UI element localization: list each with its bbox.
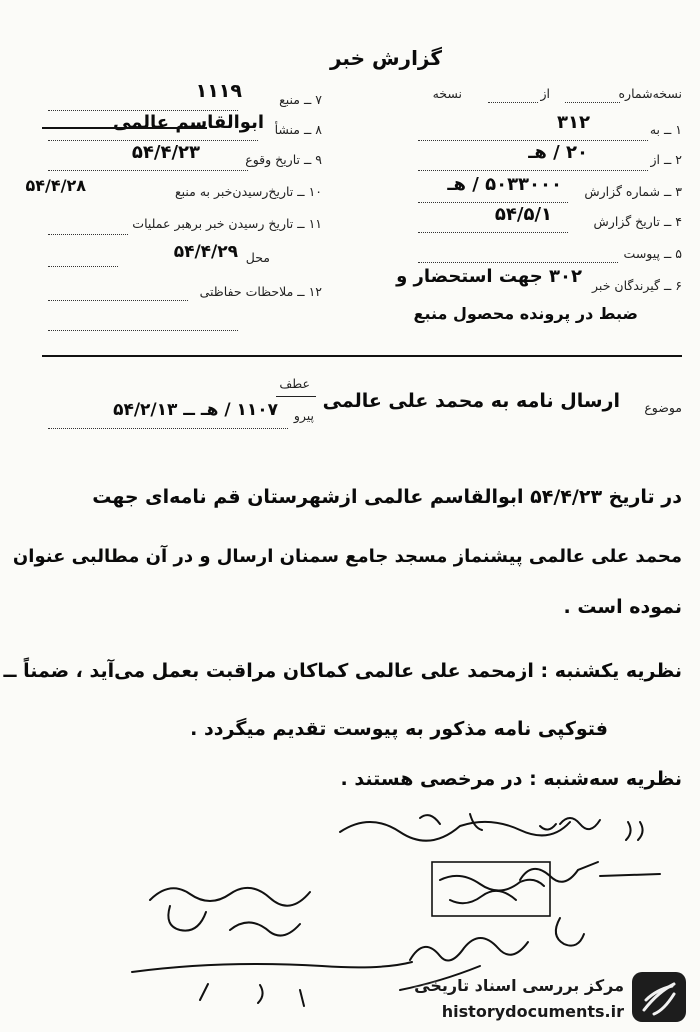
report-title: گزارش خبر	[329, 46, 442, 70]
body-line-3: نموده است .	[563, 596, 682, 618]
atf-label: عطف	[279, 376, 310, 391]
security-notes-label: ۱۲ ــ ملاحظات حفاظتی	[199, 284, 322, 299]
nos-label: نسخه	[432, 86, 462, 101]
place-label: محل	[245, 250, 270, 265]
watermark-logo	[632, 972, 686, 1022]
body-line-2: محمد علی عالمی پیشنماز مسجد جامع سمنان ارسال و در آن مطالبی عنوان	[12, 546, 682, 567]
subject-label: موضوع	[644, 400, 682, 415]
book-icon	[632, 972, 686, 1022]
source-label: ۷ ــ منبع	[279, 92, 322, 107]
body-line-6: نظریه سه‌شنبه : در مرخصی هستند .	[340, 768, 682, 790]
source-value: ۱۱۱۹	[195, 80, 242, 102]
event-date-value: ۵۴/۴/۲۳	[131, 142, 200, 163]
report-date-value: ۵۴/۵/۱	[494, 204, 552, 225]
report-number-label: ۳ ــ شماره گزارش	[584, 184, 682, 199]
from-label: ۲ ــ از	[650, 152, 682, 167]
az-label: از	[540, 86, 550, 101]
origin-label: ۸ ــ منشأ	[274, 122, 322, 137]
received-source-value: ۵۴/۴/۲۸	[25, 176, 86, 195]
recipients-value: ۳۰۲ جهت استحضار و	[396, 266, 582, 287]
to-label: ۱ ــ به	[649, 122, 682, 137]
body-line-5: فتوکپی نامه مذکور به پیوست تقدیم میگردد .	[190, 718, 608, 740]
peyro-label: پیرو	[293, 408, 314, 423]
recipients-value-2: ضبط در پرونده محصول منبع	[413, 304, 638, 323]
received-head-label: ۱۱ ــ تاریخ رسیدن خبر برهبر عملیات	[132, 216, 322, 231]
peyro-value: ۱۱۰۷ / هـ ــ ۵۴/۲/۱۳	[113, 400, 278, 420]
to-value: ۳۱۲	[557, 112, 590, 133]
event-date-label: ۹ ــ تاریخ وقوع	[245, 152, 322, 167]
watermark-url: historydocuments.ir	[441, 1002, 624, 1021]
copy-number-label: نسخه‌شماره	[618, 86, 682, 101]
origin-value: ابوالقاسم عالمی	[112, 112, 264, 133]
report-number-value: ۵۰۳۳۰۰۰ / هـ	[447, 174, 562, 195]
body-line-4: نظریه یکشنبه : ازمحمد علی عالمی کماکان مراقبت بعمل می‌آید ، ضمناً ــ	[3, 660, 682, 682]
subject-value: ارسال نامه به محمد علی عالمی	[322, 390, 620, 412]
place-value: ۵۴/۴/۲۹	[173, 242, 238, 262]
watermark-text-fa: مرکز بررسی اسناد تاریخی	[414, 976, 624, 995]
recipients-label: ۶ ــ گیرندگان خبر	[592, 278, 682, 293]
from-value: ۲۰ / هـ	[528, 142, 588, 163]
body-line-1: در تاریخ ۵۴/۴/۲۳ ابوالقاسم عالمی ازشهرستان قم نامه‌ای جهت	[92, 486, 682, 508]
report-date-label: ۴ ــ تاریخ گزارش	[593, 214, 682, 229]
received-source-label: ۱۰ ــ تاریخ‌رسیدن‌خبر به منبع	[174, 184, 322, 199]
attachment-label: ۵ ــ پیوست	[623, 246, 682, 261]
